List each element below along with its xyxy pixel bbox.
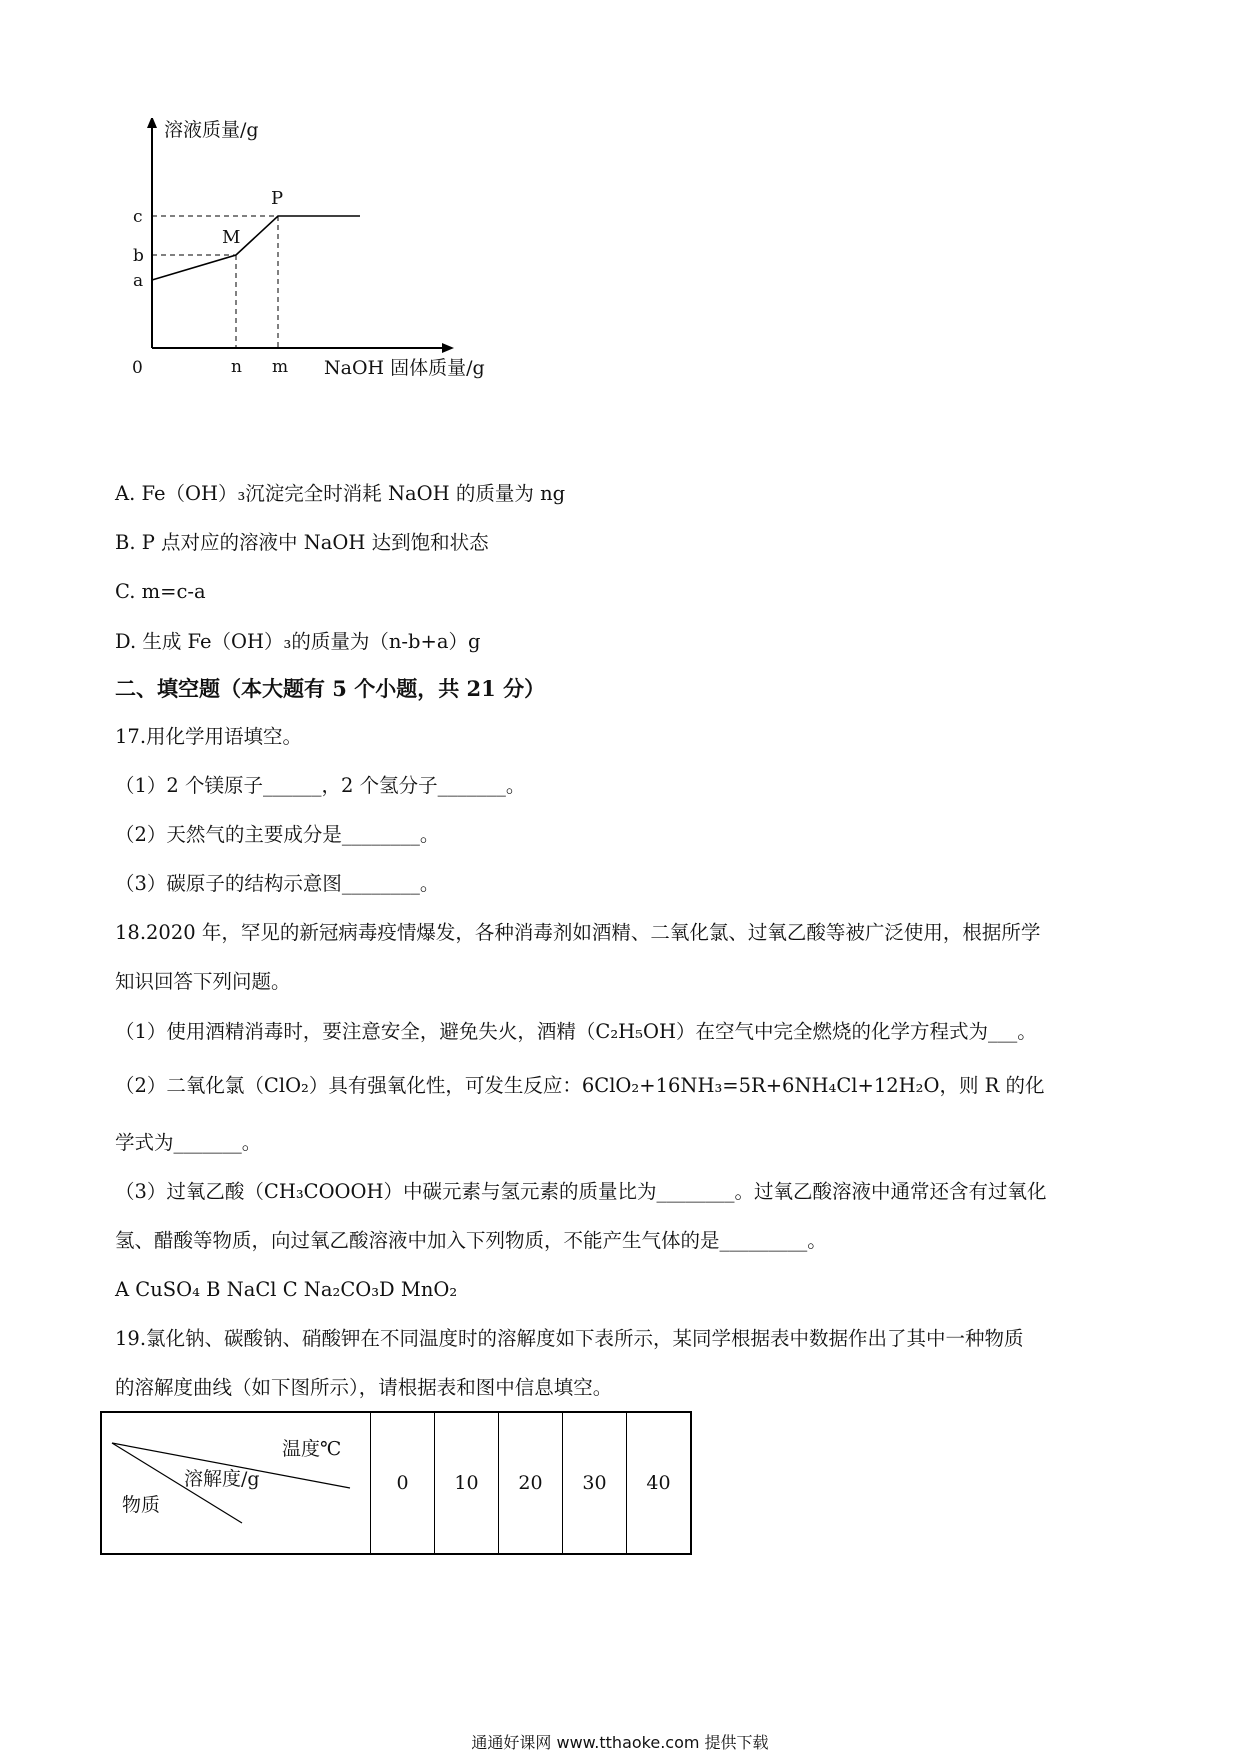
tick-c: c xyxy=(133,207,143,227)
x-axis-label: NaOH 固体质量/g xyxy=(324,357,485,379)
mass-curve xyxy=(152,216,360,280)
q17-part1: （1）2 个镁原子______，2 个氢分子_______。 xyxy=(115,774,526,797)
q18-part2-cont: 学式为_______。 xyxy=(115,1131,262,1154)
q18-part1: （1）使用酒精消毒时，要注意安全，避免失火，酒精（C₂H₅OH）在空气中完全燃烧的化学方程式为___。 xyxy=(115,1020,1037,1043)
q17-part2: （2）天然气的主要成分是________。 xyxy=(115,823,440,846)
q19-stem-line2: 的溶解度曲线（如下图所示），请根据表和图中信息填空。 xyxy=(115,1376,613,1399)
point-m-label: M xyxy=(222,227,241,248)
tick-a: a xyxy=(133,271,144,291)
header-substance: 物质 xyxy=(122,1494,161,1516)
temp-cell: 30 xyxy=(563,1412,627,1554)
q18-stem-line2: 知识回答下列问题。 xyxy=(115,970,291,993)
temp-cell: 20 xyxy=(499,1412,563,1554)
q18-part2: （2）二氧化氯（ClO₂）具有强氧化性，可发生反应：6ClO₂+16NH₃=5R+6NH₄Cl+12H₂O，则 R 的化 xyxy=(115,1074,1045,1097)
section-title: 二、填空题（本大题有 5 个小题，共 21 分） xyxy=(115,676,546,701)
q19-stem-line1: 19.氯化钠、碳酸钠、硝酸钾在不同温度时的溶解度如下表所示，某同学根据表中数据作出了其中一种物质 xyxy=(115,1327,1024,1350)
solution-mass-graph xyxy=(130,118,510,398)
q18-part3-line2: 氢、醋酸等物质，向过氧乙酸溶液中加入下列物质，不能产生气体的是_________。 xyxy=(115,1229,827,1252)
temp-cell: 40 xyxy=(627,1412,692,1554)
option-c: C. m=c-a xyxy=(115,580,206,603)
tick-m: m xyxy=(272,357,289,377)
solubility-table xyxy=(100,1411,692,1555)
header-solubility: 溶解度/g xyxy=(184,1468,260,1490)
temp-cell: 0 xyxy=(371,1412,435,1554)
table-row xyxy=(101,1412,691,1554)
footer-credit: 通通好课网 www.tthaoke.com 提供下载 xyxy=(471,1733,769,1752)
header-diagonal-lines xyxy=(102,1413,370,1553)
tick-n: n xyxy=(231,357,242,377)
q17-stem: 17.用化学用语填空。 xyxy=(115,725,303,748)
temp-cell: 10 xyxy=(435,1412,499,1554)
option-b: B. P 点对应的溶液中 NaOH 达到饱和状态 xyxy=(115,531,489,554)
q18-stem-line1: 18.2020 年，罕见的新冠病毒疫情爆发，各种消毒剂如酒精、二氧化氯、过氧乙酸等被广泛使用，根据所学 xyxy=(115,921,1041,944)
tick-b: b xyxy=(133,246,144,266)
option-a: A. Fe（OH）₃沉淀完全时消耗 NaOH 的质量为 ng xyxy=(115,482,566,505)
q18-part3-line1: （3）过氧乙酸（CH₃COOOH）中碳元素与氢元素的质量比为________。过氧乙酸溶液中通常还含有过氧化 xyxy=(115,1180,1047,1203)
option-d: D. 生成 Fe（OH）₃的质量为（n-b+a）g xyxy=(115,630,481,653)
header-temperature: 温度℃ xyxy=(282,1438,342,1460)
table-header-cell xyxy=(101,1412,371,1554)
y-axis-arrow xyxy=(147,118,157,128)
q17-part3: （3）碳原子的结构示意图________。 xyxy=(115,872,440,895)
q18-choices: A CuSO₄ B NaCl C Na₂CO₃D MnO₂ xyxy=(115,1278,458,1301)
x-axis-arrow xyxy=(442,343,454,353)
y-axis-label: 溶液质量/g xyxy=(164,119,259,141)
origin-label: 0 xyxy=(132,358,143,378)
point-p-label: P xyxy=(271,188,284,209)
